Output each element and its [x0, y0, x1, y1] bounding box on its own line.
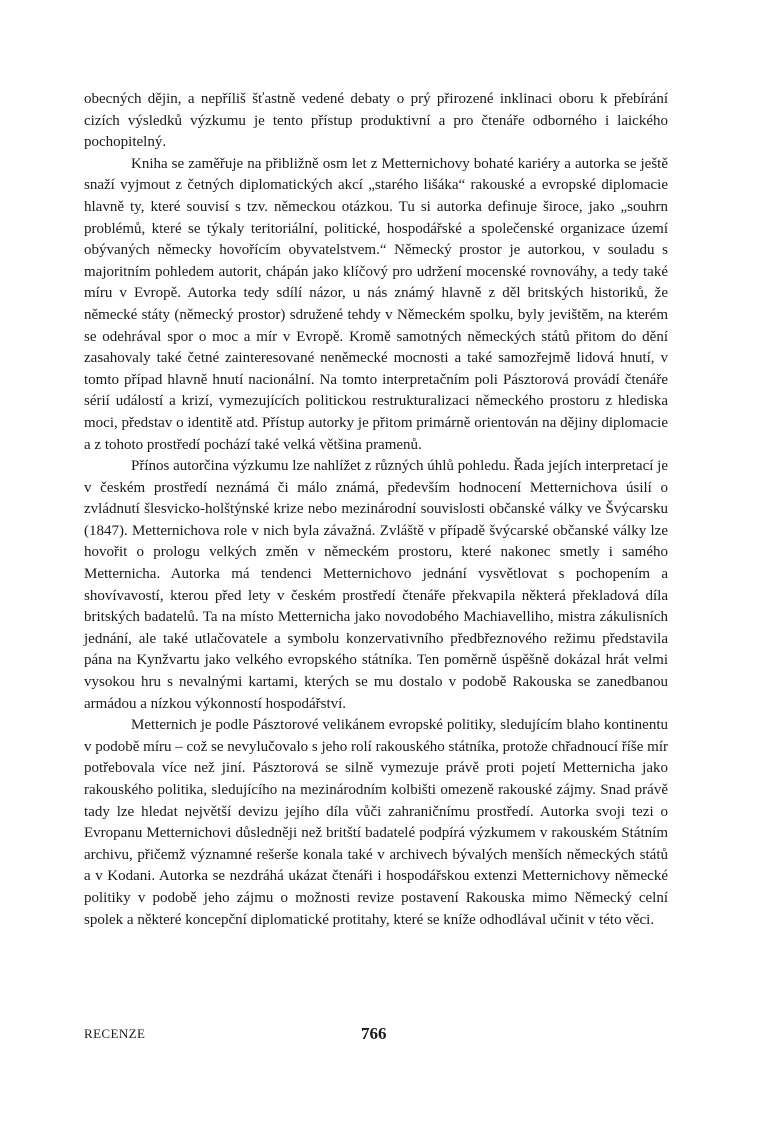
page-footer: [84, 1024, 668, 1048]
paragraph-continued: obecných dějin, a nepříliš šťastně vedené debaty o prý přirozené inklinaci oboru k přebírání cizích výsledků výzkumu je tento přístup produktivní a pro čtenáře odborného i laického pochopitelný.: [84, 91, 668, 151]
paragraph: Přínos autorčina výzkumu lze nahlížet z různých úhlů pohledu. Řada jejích interpretací je v českém prostředí neznámá či málo známá, především hodnocení Metternichova úsilí o zvládnutí šlesvicko-holštýnské krize nebo mezinárodní souvislosti občanské války ve Švýcarsku (1847). Metternichova role v nich byla závažná. Zvláště v případě švýcarské občanské války lze hovořit o prologu velkých změn v německém prostoru, které nakonec smetly i samého Metternicha. Autorka má tendenci Metternichovo jednání vysvětlovat s pochopením a shovívavostí, kterou před lety v českém prostředí čtenáře překvapila některá překladová díla britských badatelů. Ta na místo Metternicha jako novodobého Machiavelliho, mistra zákulisních jednání, ale také utlačovatele a symbolu konzervativního předbřeznového režimu představila pána na Kynžvartu jako velkého evropského státníka. Ten poměrně úspěšně dokázal hrát velmi vysokou hru s nevalnými kartami, kterých se mu dostalo v podobě Rakouska se zanedbanou armádou a nízkou výkonností hospodářství.: [84, 458, 668, 712]
article-body: [84, 89, 668, 931]
paragraph: Metternich je podle Pásztorové velikánem evropské politiky, sledujícím blaho kontinentu v podobě míru – což se nevylučovalo s jeho rolí rakouského státníka, protože chřadnoucí říše mír potřebovala více než jiní. Pásztorová se silně vymezuje právě proti pojetí Metternicha jako rakouského politika, sledujícího na mezinárodním kolbišti omezeně rakouské zájmy. Snad právě tady lze hledat největší devizu jejího díla vůči zahraničnímu prostředí. Autorka svoji tezi o Evropanu Metternichovi důsledněji než britští badatelé podpírá výzkumem v rakouském Státním archivu, přičemž významné rešerše konala také v archivech bývalých menších německých států a v Kodani. Autorka se nezdráhá ukázat čtenáři i hospodářskou extenzi Metternichovy německé politiky v podobě jeho zájmu o možnosti revize postavení Rakouska mimo Německý celní spolek a některé koncepční diplomatické protitahy, které se kníže odhodlával učinit v této věci.: [84, 717, 669, 928]
page-number: 766: [361, 1024, 387, 1043]
paragraph: Kniha se zaměřuje na přibližně osm let z Metternichovy bohaté kariéry a autorka se ještě snaží vyjmout z četných diplomatických akcí „starého lišáka“ rakouské a evropské diplomacie hlavně ty, které souvisí s tzv. německou otázkou. Tu si autorka definuje široce, jako „souhrn problémů, které se týkaly teritoriální, politické, hospodářské a společenské organizace území obývaných německy hovořícím obyvatelstvem.“ Německý prostor je autorkou, v souladu s majoritním pohledem autorit, chápán jako klíčový pro udržení mocenské rovnováhy, a tedy také míru v Evropě. Autorka tedy sdílí názor, u nás známý hlavně z děl britských historiků, že německé státy (německý prostor) sdružené tehdy v Německém spolku, byly jevištěm, na kterém se odehrával spor o moc a mír v Evropě. Kromě samotných německých států přitom do dění zasahovaly také četné zainteresované neněmecké mocnosti a také samozřejmě lidová hnutí, v tomto případ hlavně hnutí nacionální. Na tomto interpretačním poli Pásztorová provádí čtenáře sérií událostí a krizí, vymezujících politickou restrukturalizaci německého prostoru z hlediska moci, představ o identitě atd. Přístup autorky je přitom primárně orientován na dějiny diplomacie a z tohoto prostředí pochází také velká většina pramenů.: [84, 155, 668, 453]
section-label: RECENZE: [84, 1026, 146, 1041]
